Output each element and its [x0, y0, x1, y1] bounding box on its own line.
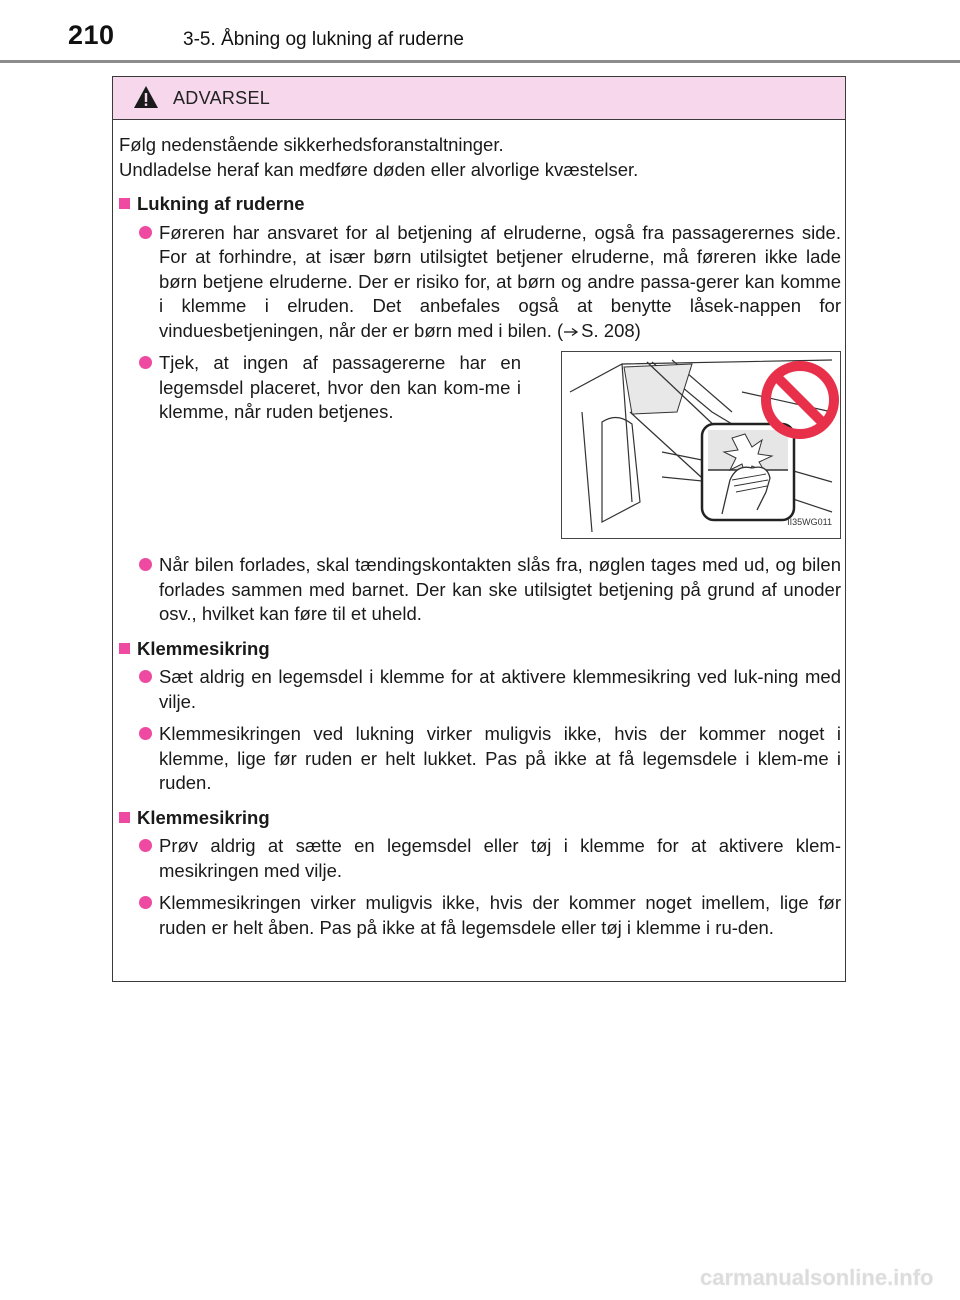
svg-text:carmanualsonline.info: carmanualsonline.info — [700, 1265, 934, 1290]
car-window-illustration — [561, 351, 841, 539]
list-item-text: Tjek, at ingen af passagererne har en legemsdel placeret, hvor den kan kom-me i klemme, når ruden betjenes. — [159, 352, 521, 422]
warning-triangle-icon — [133, 85, 159, 109]
list-item-text: Sæt aldrig en legemsdel i klemme for at aktivere klemmesikring ved luk-ning med vilje. — [159, 666, 841, 712]
section-title: 3-5. Åbning og lukning af ruderne — [183, 29, 464, 50]
warning-title: ADVARSEL — [173, 88, 271, 108]
page-number: 210 — [68, 20, 115, 50]
section-heading-text: Lukning af ruderne — [137, 193, 305, 214]
round-bullet-icon — [139, 356, 152, 369]
item-with-figure — [119, 351, 841, 539]
warning-header — [113, 77, 845, 120]
page-reference-link[interactable]: S. 208) — [581, 319, 641, 341]
round-bullet-icon — [139, 896, 152, 909]
list-item — [119, 553, 841, 627]
square-bullet-icon — [119, 643, 130, 654]
section-heading — [119, 806, 841, 831]
list-item-text: Klemmesikringen ved lukning virker muligvis ikke, hvis der kommer noget i klemme, lige før ruden er helt lukket. Pas på ikke at få legemsdele i klem-me i ruden. — [159, 723, 841, 793]
round-bullet-icon — [139, 727, 152, 740]
list-item — [119, 722, 841, 796]
square-bullet-icon — [119, 812, 130, 823]
round-bullet-icon — [139, 670, 152, 683]
warning-content — [119, 133, 841, 948]
round-bullet-icon — [139, 558, 152, 571]
list-item — [119, 891, 841, 940]
list-item-text: Føreren har ansvaret for al betjening af elruderne, også fra passagerernes side. For at forhindre, at især børn utilsigtet betjener elruderne, må føreren ikke lade børn betjene elruderne. Der er risiko for, at børn og andre passa-gerer kan komme i klemme i elruden. Det anbefales også at benytte låsek-nappen for vinduesbetjeningen, når der er børn med i bilen. ( — [159, 221, 841, 341]
page-header — [0, 0, 960, 60]
list-item — [119, 665, 841, 714]
square-bullet-icon — [119, 198, 130, 209]
list-item-text: Når bilen forlades, skal tændingskontakten slås fra, nøglen tages med ud, og bilen forlades sammen med barnet. Der kan ske utilsigtet betjening på grund af unoder osv., hvilket kan føre til et uheld. — [159, 554, 841, 624]
intro-line: Følg nedenstående sikkerhedsforanstaltninger. — [119, 134, 504, 155]
warning-box — [112, 76, 846, 982]
section-heading — [119, 192, 841, 217]
round-bullet-icon — [139, 839, 152, 852]
round-bullet-icon — [139, 226, 152, 239]
list-item — [119, 834, 841, 883]
figure-code: II35WG011 — [787, 516, 832, 527]
header-divider — [0, 60, 960, 63]
section-heading — [119, 637, 841, 662]
intro-line: Undladelse heraf kan medføre døden eller alvorlige kvæstelser. — [119, 158, 639, 180]
arrow-right-icon — [563, 319, 581, 344]
list-item-text: Prøv aldrig at sætte en legemsdel eller tøj i klemme for at aktivere klem-mesikringen med vilje. — [159, 835, 841, 881]
list-item — [119, 221, 841, 344]
site-watermark-logo — [700, 1263, 940, 1296]
list-item — [119, 351, 521, 531]
list-item-text: Klemmesikringen virker muligvis ikke, hvis der kommer noget imellem, lige før ruden er helt åben. Pas på ikke at få legemsdele eller tøj i klemme i ru-den. — [159, 892, 841, 938]
section-heading-text: Klemmesikring — [137, 637, 270, 659]
section-heading-text: Klemmesikring — [137, 806, 270, 828]
